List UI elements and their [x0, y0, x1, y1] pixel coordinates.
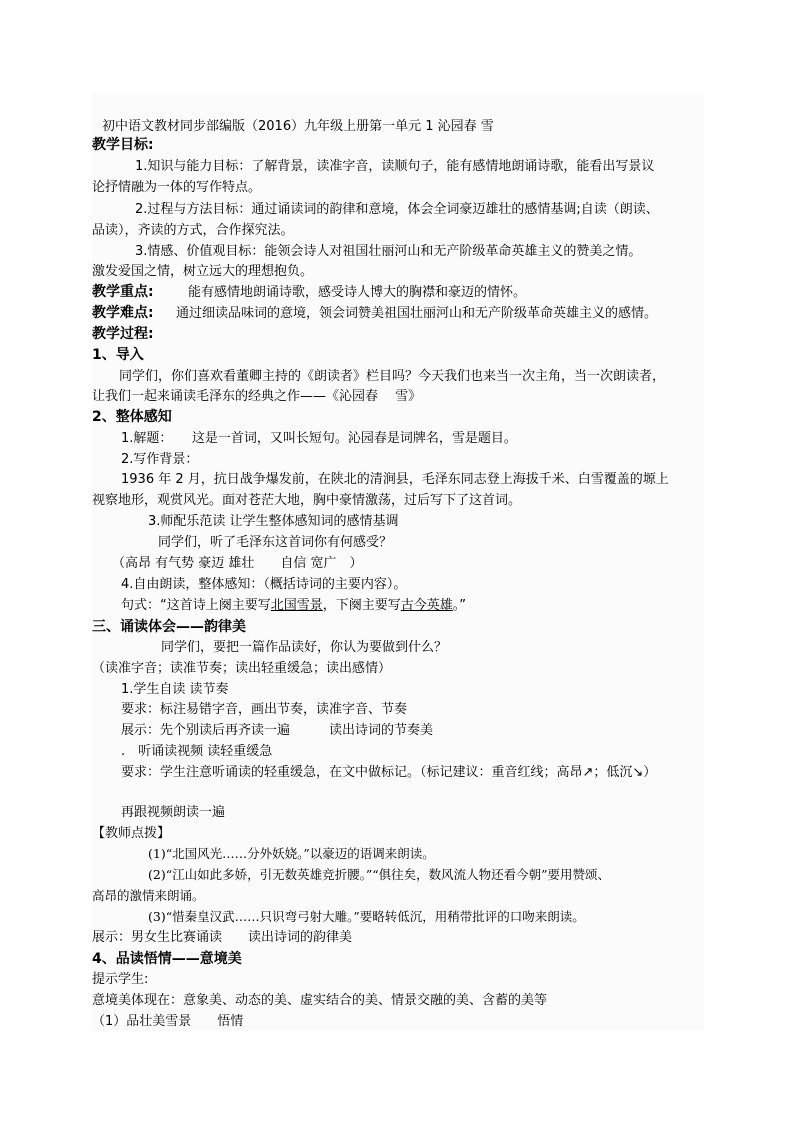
- requirement-1: 要求：标注易错字音，画出节奏，读准字音、节奏: [121, 702, 408, 717]
- tip-2-line-2: 高昂的激情来朗诵。: [92, 888, 205, 903]
- goal-2-line-1: 2.过程与方法目标：通过诵读词的韵律和意境，体会全词豪迈雄壮的感情基调;自读（朗读、: [135, 202, 659, 217]
- display-1: 展示：先个别读后再齐读一遍 读出诗词的节奏美: [121, 723, 434, 738]
- goals-heading: 教学目标:: [92, 137, 154, 153]
- background-line-2: 视察地形，观赏风光。面对苍茫大地，胸中豪情激荡，过后写下了这首词。: [92, 493, 522, 508]
- display-2: 展示：男女生比赛诵读 读出诗词的韵律美: [92, 930, 353, 945]
- tip-1: (1)“北国风光……分外妖娆。”以豪迈的语调来朗读。: [148, 846, 435, 861]
- sentence-answer-2: 古今英雄: [400, 598, 453, 613]
- feeling-answers: （高昂 有气势 豪迈 雄壮 自信 宽广 ）: [112, 556, 363, 571]
- process-heading: 教学过程:: [92, 326, 154, 342]
- document-title: 初中语文教材同步部编版（2016）九年级上册第一单元 1 沁园春 雪: [102, 119, 494, 134]
- difficulty-text: 通过细读品味词的意境，领会词赞美祖国壮丽河山和无产阶级革命英雄主义的感情。: [176, 306, 658, 321]
- section-2-heading: 2、整体感知: [92, 409, 172, 425]
- sentence-part-1: 句式：“这首诗上阕主要写: [121, 598, 271, 613]
- teacher-tips-heading: 【教师点拨】: [92, 826, 171, 841]
- goal-2-line-2: 品读），齐读的方式，合作探究法。: [92, 223, 294, 238]
- self-reading: 1.学生自读 读节奏: [121, 682, 229, 697]
- prompt-label: 提示学生:: [92, 972, 149, 987]
- difficulty-label: 教学难点:: [92, 305, 154, 321]
- sentence-part-2: ，下阕主要写: [322, 598, 401, 613]
- requirement-2: 要求：学生注意听诵读的轻重缓急，在文中做标记。（标记建议：重音红线；高昂↗；低沉↘）: [121, 765, 657, 780]
- feeling-question: 同学们，听了毛泽东这首词你有何感受？: [158, 535, 393, 550]
- sentence-part-3: 。”: [452, 598, 467, 613]
- goal-3-line-1: 3.情感、价值观目标：能领会诗人对祖国壮丽河山和无产阶级革命英雄主义的赞美之情。: [135, 244, 642, 259]
- goal-1-line-1: 1.知识与能力目标：了解背景，读准字音，读顺句子，能有感情地朗诵诗歌，能看出写景议: [135, 159, 655, 174]
- teacher-reading: 3.师配乐范读 让学生整体感知词的感情基调: [148, 514, 399, 529]
- goal-1-line-2: 论抒情融为一体的写作特点。: [92, 180, 262, 195]
- sentence-pattern: [121, 597, 466, 615]
- key-point-text: 能有感情地朗诵诗歌，感受诗人博大的胸襟和豪迈的情怀。: [188, 285, 527, 300]
- goal-3-line-2: 激发爱国之情，树立远大的理想抱负。: [92, 264, 314, 279]
- section-1-para-1: 同学们，你们喜欢看董卿主持的《朗读者》栏目吗？今天我们也来当一次主角，当一次朗读者，: [119, 369, 666, 384]
- background-label: 2.写作背景：: [121, 452, 199, 467]
- sentence-answer-1: 北国雪景: [270, 598, 323, 613]
- artistic-conception-text: 意境美体现在：意象美、动态的美、虚实结合的美、情景交融的美、含蓄的美等: [92, 993, 548, 1008]
- section-4-heading: 4、品读悟情——意境美: [92, 951, 242, 967]
- key-point-label: 教学重点:: [92, 284, 154, 300]
- tip-3: (3)“惜秦皇汉武……只识弯弓射大雕。”要略转低沉，用稍带批评的口吻来朗读。: [148, 909, 585, 924]
- subsection-1: （1）品壮美雪景 悟情: [92, 1014, 244, 1029]
- follow-video: 再跟视频朗读一遍: [121, 805, 226, 820]
- background-line-1: 1936 年 2 月，抗日战争爆发前，在陕北的清涧县，毛泽东同志登上海拔千米、白雪覆盖的塬上: [121, 472, 669, 487]
- title-explain: 1.解题： 这是一首词，又叫长短句。沁园春是词牌名，雪是题目。: [121, 431, 517, 446]
- section-1-heading: 1、导入: [92, 347, 144, 363]
- listen-video: . 听诵读视频 读轻重缓急: [121, 744, 273, 759]
- free-reading: 4.自由朗读，整体感知：（概括诗词的主要内容）。: [121, 577, 407, 592]
- tip-2-line-1: (2)“江山如此多娇，引无数英雄竞折腰。”“俱往矣，数风流人物还看今朝”要用赞颂、: [148, 867, 611, 882]
- reading-question: 同学们，要把一篇作品读好，你认为要做到什么？: [161, 640, 448, 655]
- reading-answer: （读准字音；读准节奏；读出轻重缓急；读出感情）: [92, 661, 392, 676]
- section-1-para-2: 让我们一起来诵读毛泽东的经典之作——《沁园春 雪》: [92, 389, 422, 404]
- section-3-heading: 三、诵读体会——韵律美: [92, 619, 246, 635]
